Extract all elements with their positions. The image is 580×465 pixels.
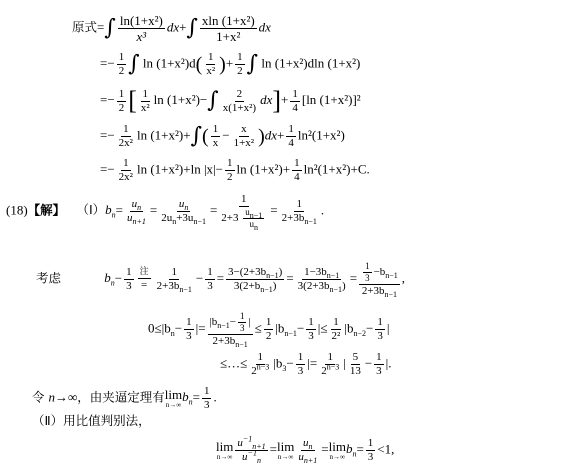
fraction: $\frac{1}{2}$ — [118, 87, 125, 114]
fraction: $\frac{1}{2+3b_{n-1}}$ — [281, 198, 317, 227]
part2-row — [32, 415, 151, 428]
inequality-row-1: $0\le|b_n-$ $\frac{1}{3}$ |= $|b_{n-1}-$ $\frac{1}{3}$ | $2+3b_{n-1}$ ≤ $\frac{1}{2}$ $|b_{n-1}-$ $\frac{1}{3}$ |≤ $\frac{1}{\text{2²}}$ $|b_{n-2}-$ $\frac{1}{3}$ | — [148, 311, 390, 350]
dx: dx — [258, 19, 271, 35]
fraction — [118, 14, 165, 43]
expr: dln (1+x²) — [307, 55, 361, 71]
fraction: $\frac{u_n}{u_{n+1}}$ — [126, 198, 146, 227]
denominator: 2 — [118, 65, 125, 77]
fraction — [117, 52, 127, 77]
integral-sign: ∫ — [104, 15, 116, 41]
solution-row-1: (18)【解】 $(Ⅰ)b_n=$ $\frac{u_n}{u_{n+1}}$ = $\frac{u_n}{2u_n+3u_{n-1}}$ = 1 2+3 $\frac{u_{n-1}}{u_n}$ = $\frac{1}{2+3b_{n-1}}$ . — [6, 193, 325, 232]
fraction: $\frac{x}{\text{1+x²}}$ — [233, 123, 255, 149]
integral-sign: ∫ — [128, 51, 140, 77]
paren: ( — [195, 53, 203, 76]
minus-sign: − — [107, 55, 115, 71]
fraction — [235, 52, 245, 77]
formula-row-2: =− $\frac{1}{2}$ ∫ ln (1+x²)d( $\frac{1}{\text{x²}}$ )+ $\frac{1}{2}$ ∫ ln (1+x²)dln (1+x²) — [100, 51, 361, 77]
let-text: 令 — [32, 389, 49, 405]
limit — [165, 388, 182, 409]
fraction: $\frac{1}{2}$ — [227, 157, 233, 183]
denominator: x³ — [136, 29, 147, 44]
equals-sign: = — [100, 91, 108, 107]
equals-sign: = — [97, 19, 105, 35]
fraction: $\frac{1}{4}$ — [288, 123, 294, 149]
fraction: 1 2+3 $\frac{u_{n-1}}{u_n}$ — [221, 193, 263, 232]
equals-sign: = — [100, 55, 108, 71]
part1-label: （Ⅰ） — [76, 202, 106, 218]
n-to-infinity: n→∞ — [48, 389, 78, 405]
part2-label: （Ⅱ）用比值判别法， — [32, 413, 151, 428]
expr: ln (1+x²) — [261, 55, 308, 71]
fraction: $\frac{u_n}{2u_n+3u_{n-1}}$ — [161, 198, 206, 227]
formula-row-4: =− $\frac{1}{\text{2x²}}$ ln (1+x²)+∫( $\frac{1}{x}$ − $\frac{x}{\text{1+x²}}$ )dx+ $\frac{1}{4}$ ln²(1+x²) — [100, 123, 345, 149]
lim-word: lim — [164, 387, 183, 402]
integral-sign: ∫ — [246, 51, 259, 77]
fraction: $\frac{1}{\text{x²}}$ — [206, 51, 216, 77]
fraction: $\frac{1}{\text{2x²}}$ — [118, 157, 133, 183]
note-equals: $\frac{\text{注}}{=}$ — [139, 267, 149, 291]
numerator: ln(1+x²) — [119, 13, 163, 28]
formula-row-5: =− $\frac{1}{\text{2x²}}$ ln (1+x²)+ln |x|− $\frac{1}{2}$ ln (1+x²)+ $\frac{1}{4}$ ln²(1+x²)+C. — [100, 157, 370, 183]
fraction: $\frac{1}{\text{2x²}}$ — [118, 123, 133, 149]
expr: ln |x| — [190, 161, 216, 177]
integral-sign: ∫ — [190, 123, 203, 149]
dots: ≤…≤ — [220, 355, 248, 371]
numerator: 1 — [237, 51, 243, 63]
inequality-row-2: ≤…≤ $\frac{1}{2^{n-3}}$ $|b_3-$ $\frac{1}{3}$ |= $\frac{1}{2^{n-3}}$ | $\frac{5}{13}$ − $\frac{1}{3}$ |. — [220, 351, 392, 377]
constant-C: +C. — [350, 161, 370, 177]
plus-sign: + — [179, 19, 187, 35]
fraction: $\frac{1}{4}$ — [294, 157, 300, 183]
formula-row-3: =− $\frac{1}{2}$ [ $\frac{1}{\text{x²}}$ ln (1+x²)−∫ $\frac{2}{\text{x(1+x²)}}$ dx]+ $\frac{1}{4}$ [ln (1+x²)]² — [100, 86, 361, 115]
denominator: 1+x² — [216, 29, 241, 44]
consider-label: 考虑 — [36, 270, 62, 286]
ratio-test-row: lim n→∞ $\frac{u^{-1}_{n+1}}{u^{-1}_n}$ = lim n→∞ $\frac{u_n}{u_{n+1}}$ = lim n→∞ $b_n=$ $\frac{1}{3}$ <1, — [216, 434, 395, 465]
fraction: $\frac{2}{\text{x(1+x²)}}$ — [222, 87, 257, 114]
denominator: 2 — [237, 65, 243, 77]
integral-sign: ∫ — [207, 88, 219, 113]
fraction — [200, 14, 257, 43]
fraction: $\frac{1}{4}$ — [292, 87, 298, 114]
fraction: $\frac{1}{\text{x²}}$ — [140, 87, 150, 114]
less-than-one: <1, — [377, 441, 395, 457]
bracket: [ — [128, 86, 137, 115]
problem-number: (18) — [6, 202, 28, 218]
note-label: 注 — [139, 267, 149, 277]
paren: ) — [219, 53, 226, 76]
limit-row: 令 n→∞，由夹逼定理有 lim n→∞ $b_n=$ $\frac{1}{3}$ . — [32, 385, 217, 411]
solution-label: 【解】 — [27, 202, 66, 218]
formula-row-1 — [72, 14, 271, 43]
squeeze-text: ，由夹逼定理有 — [77, 389, 165, 405]
numerator: xln (1+x²) — [201, 13, 255, 28]
consider-row: 考虑 $b_n-$ $\frac{1}{3}$ $\frac{\text{注}}{=}$ $\frac{1}{2+3b_{n-1}}$ − $\frac{1}{3}$ = $\frac{3-(2+3b_{n-1})}{3(2+b_{n-1})}$ = $\frac{1-3b_{n-1}}{3(2+3b_{n-1})}$ = $\frac{1}{3}$ $-b_{n-1}$ $2+3b_{n-1}$ , — [36, 261, 406, 300]
integral-sign: ∫ — [186, 15, 198, 41]
minus-sign: − — [107, 91, 115, 107]
dx: dx — [166, 19, 180, 35]
numerator: 1 — [118, 51, 125, 63]
lim-subscript: n→∞ — [165, 401, 182, 409]
fraction: $\frac{1}{x}$ — [212, 123, 219, 149]
expr: ln²(1+x²) — [297, 127, 345, 143]
plus-sign: + — [225, 55, 234, 71]
expr: ln (1+x²) — [142, 55, 190, 71]
original-label: 原式 — [72, 19, 98, 35]
bracket: ] — [272, 86, 282, 115]
